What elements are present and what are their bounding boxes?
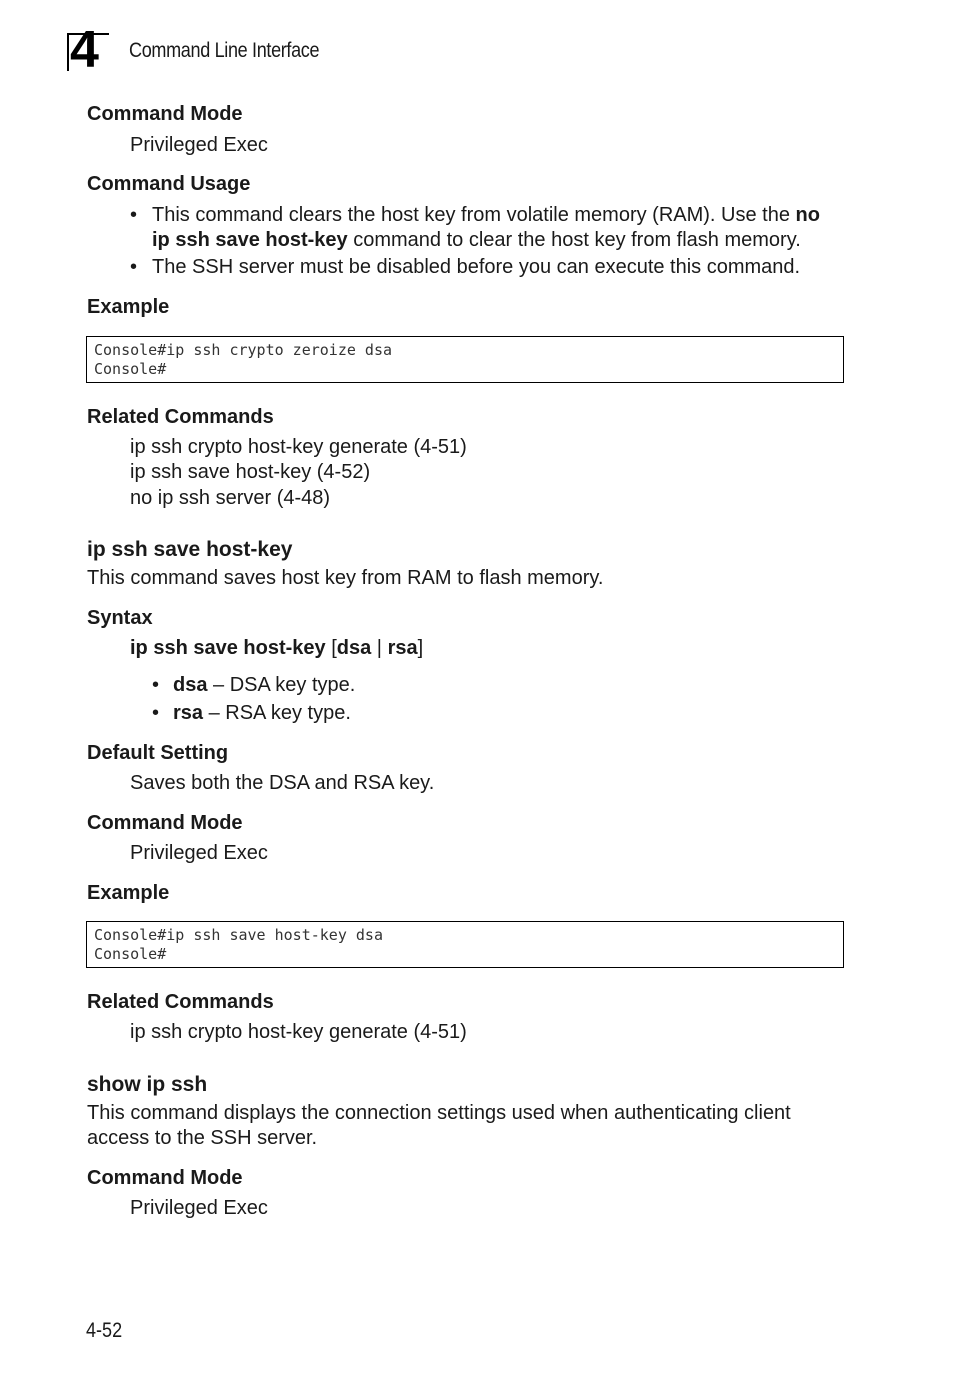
usage-item-line: This command clears the host key from volatile memory (RAM). Use the no (152, 204, 820, 226)
related-command-item: no ip ssh server (4-48) (130, 487, 331, 509)
example-heading: Example (87, 296, 170, 318)
section-description: This command displays the connection settings used when authenticating client (87, 1102, 791, 1124)
code-line: Console# (94, 360, 167, 378)
code-example-block (86, 921, 844, 968)
command-mode-heading: Command Mode (87, 812, 243, 834)
command-mode-heading: Command Mode (87, 103, 243, 125)
bullet-marker: • (152, 702, 160, 724)
bullet-marker: • (130, 204, 138, 226)
default-setting-value: Saves both the DSA and RSA key. (130, 772, 435, 794)
command-mode-value: Privileged Exec (130, 842, 268, 864)
section-title: show ip ssh (87, 1073, 208, 1096)
syntax-heading: Syntax (87, 607, 153, 629)
code-line: Console#ip ssh crypto zeroize dsa (94, 341, 393, 359)
param-item: dsa – DSA key type. (173, 674, 356, 696)
syntax-line: ip ssh save host-key [dsa | rsa] (130, 637, 424, 659)
param-item: rsa – RSA key type. (173, 702, 351, 724)
related-command-item: ip ssh save host-key (4-52) (130, 461, 371, 483)
section-title: ip ssh save host-key (87, 538, 293, 561)
bullet-marker: • (152, 674, 160, 696)
command-usage-heading: Command Usage (87, 173, 251, 195)
code-example-block (86, 336, 844, 383)
related-command-item: ip ssh crypto host-key generate (4-51) (130, 1021, 467, 1043)
example-heading: Example (87, 882, 170, 904)
command-mode-value: Privileged Exec (130, 1197, 268, 1219)
related-commands-heading: Related Commands (87, 406, 274, 428)
usage-item: The SSH server must be disabled before you can execute this command. (152, 256, 801, 278)
chapter-number: 4 (70, 21, 99, 79)
chapter-title: Command Line Interface (129, 39, 320, 62)
command-mode-value: Privileged Exec (130, 134, 268, 156)
usage-item-line: ip ssh save host-key command to clear the host key from flash memory. (152, 229, 801, 251)
related-command-item: ip ssh crypto host-key generate (4-51) (130, 436, 467, 458)
command-mode-heading: Command Mode (87, 1167, 243, 1189)
related-commands-heading: Related Commands (87, 991, 274, 1013)
code-line: Console# (94, 945, 167, 963)
page-number: 4-52 (86, 1319, 123, 1342)
bullet-marker: • (130, 256, 138, 278)
code-line: Console#ip ssh save host-key dsa (94, 926, 383, 944)
default-setting-heading: Default Setting (87, 742, 229, 764)
section-description: access to the SSH server. (87, 1127, 318, 1149)
section-description: This command saves host key from RAM to flash memory. (87, 567, 604, 589)
